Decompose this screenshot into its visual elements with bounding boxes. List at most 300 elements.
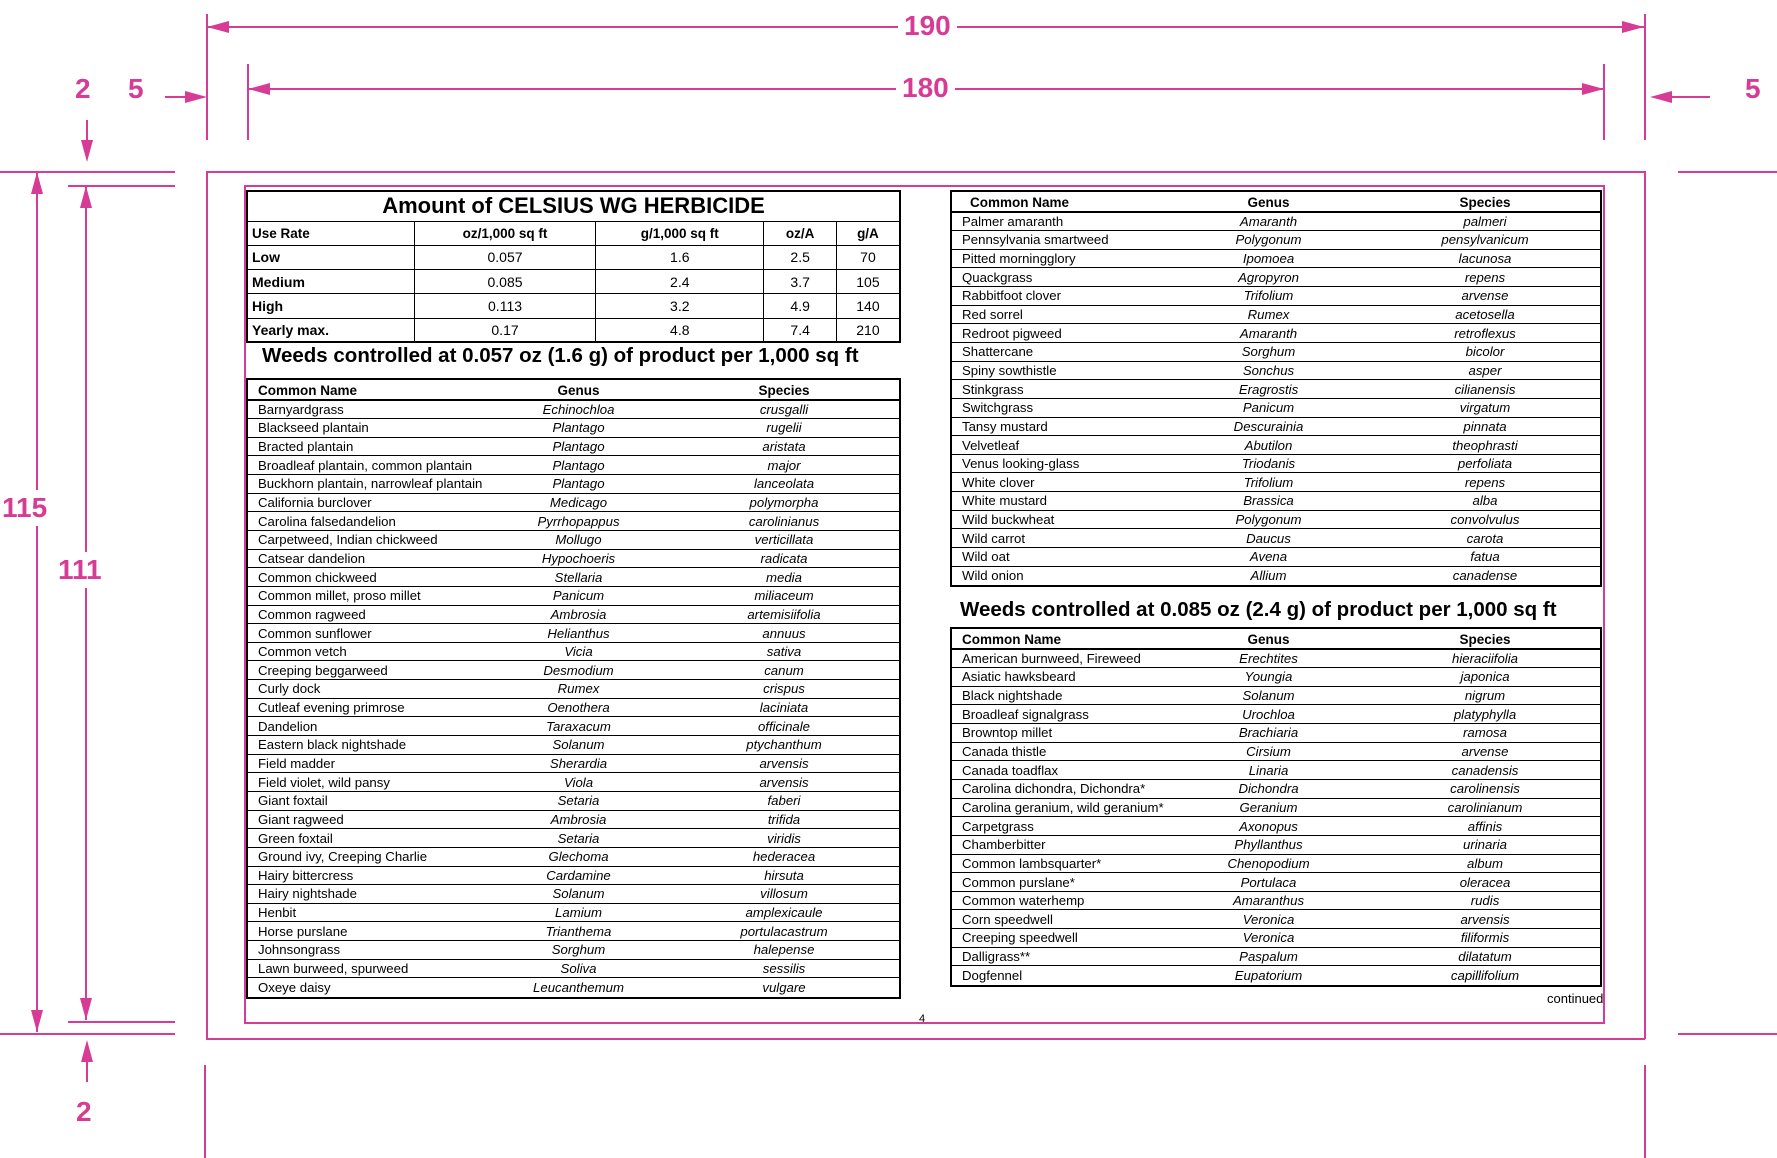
genus-cell: Plantago [488,475,669,494]
common-name-cell: Giant foxtail [248,791,488,810]
rate-table-header [247,221,900,245]
header-cell: g/1,000 sq ft [596,221,764,245]
rate-table-row [247,318,900,342]
genus-cell: Sherardia [488,754,669,773]
genus-cell: Taraxacum [488,717,669,736]
common-name-cell: Redroot pigweed [952,324,1167,343]
common-name-cell: California burclover [248,493,488,512]
genus-cell: Polygonum [1167,231,1370,250]
species-cell: virgatum [1370,398,1600,417]
genus-cell: Solanum [1167,686,1370,705]
species-cell: canum [669,661,899,680]
genus-cell: Geranium [1167,798,1370,817]
common-name-cell: Common lambsquarter* [952,854,1167,873]
outer-border-right [1644,171,1646,1039]
species-cell: arvense [1370,287,1600,306]
species-cell: japonica [1370,668,1600,687]
species-cell: hirsuta [669,866,899,885]
genus-cell: Sonchus [1167,361,1370,380]
genus-cell: Rumex [1167,305,1370,324]
genus-cell: Rumex [488,680,669,699]
table-row [248,847,899,866]
genus-cell: Sorghum [1167,342,1370,361]
common-name-cell: Curly dock [248,680,488,699]
table-row [248,493,899,512]
table-row [248,866,899,885]
table-row [248,810,899,829]
table-row [248,456,899,475]
species-cell: repens [1370,268,1600,287]
rate-value-cell: 2.4 [596,270,764,294]
common-name-cell: Carolina falsedandelion [248,512,488,531]
genus-cell: Urochloa [1167,705,1370,724]
species-cell: asper [1370,361,1600,380]
genus-cell: Hypochoeris [488,549,669,568]
species-cell: repens [1370,473,1600,492]
common-name-cell: Catsear dandelion [248,549,488,568]
common-name-cell: Common purslane* [952,873,1167,892]
dim-label-5-left: 5 [128,73,144,104]
arrow-up-icon [80,186,92,208]
table-row [248,419,899,438]
species-cell: album [1370,854,1600,873]
table-row [952,668,1600,687]
outer-border-left [206,171,208,1039]
table-row [248,624,899,643]
table-row [952,910,1600,929]
section2-heading: Weeds controlled at 0.085 oz (2.4 g) of product per 1,000 sq ft [960,598,1557,621]
genus-cell: Amaranth [1167,324,1370,343]
common-name-cell: Buckhorn plantain, narrowleaf plantain [248,475,488,494]
tick-right-inner [1603,64,1605,140]
genus-cell: Trianthema [488,922,669,941]
rate-value-cell: 4.9 [764,294,836,318]
species-cell: arvensis [1370,910,1600,929]
common-name-cell: White clover [952,473,1167,492]
genus-cell: Solanum [488,885,669,904]
genus-cell: Plantago [488,456,669,475]
common-name-cell: Canada thistle [952,742,1167,761]
genus-cell: Descurainia [1167,417,1370,436]
common-name-cell: Rabbitfoot clover [952,287,1167,306]
table-row [952,473,1600,492]
header-genus: Genus [1247,632,1290,647]
species-cell: portulacastrum [669,922,899,941]
genus-cell: Glechoma [488,847,669,866]
table-row [248,661,899,680]
rate-value-cell: 0.085 [414,270,595,294]
species-cell: acetosella [1370,305,1600,324]
genus-cell: Youngia [1167,668,1370,687]
table-header-row [952,192,1600,212]
table-header-row [952,629,1600,649]
trim-tick [1644,1065,1646,1158]
species-cell: pensylvanicum [1370,231,1600,250]
arrow-right-icon [1582,83,1604,95]
header-species: Species [758,383,810,398]
species-cell: aristata [669,437,899,456]
species-cell: convolvulus [1370,510,1600,529]
genus-cell: Trifolium [1167,287,1370,306]
arrow-down-icon [81,140,93,162]
species-cell: artemisiifolia [669,605,899,624]
genus-cell: Viola [488,773,669,792]
table-row [952,417,1600,436]
species-cell: urinaria [1370,835,1600,854]
table-row [248,400,899,419]
common-name-cell: Carolina dichondra, Dichondra* [952,779,1167,798]
species-cell: rugelii [669,419,899,438]
common-name-cell: Pitted morningglory [952,249,1167,268]
rate-table [246,190,901,343]
rate-value-cell: 0.17 [414,318,595,342]
genus-cell: Dichondra [1167,779,1370,798]
species-cell: dilatatum [1370,947,1600,966]
genus-cell: Polygonum [1167,510,1370,529]
species-cell: faberi [669,791,899,810]
species-cell: viridis [669,829,899,848]
genus-cell: Desmodium [488,661,669,680]
header-cell: Use Rate [247,221,414,245]
table-row [952,966,1600,985]
header-genus: Genus [557,383,600,398]
outer-border-bottom [206,1038,1645,1040]
common-name-cell: Cutleaf evening primrose [248,698,488,717]
genus-cell: Helianthus [488,624,669,643]
species-cell: cilianensis [1370,380,1600,399]
common-name-cell: Barnyardgrass [248,400,488,419]
species-cell: alba [1370,492,1600,511]
species-cell: lacunosa [1370,249,1600,268]
genus-cell: Plantago [488,437,669,456]
weed-table-continued [950,190,1602,587]
species-cell: arvensis [669,773,899,792]
rate-value-cell: 1.6 [596,245,764,269]
common-name-cell: Carpetgrass [952,817,1167,836]
species-cell: villosum [669,885,899,904]
species-cell: rudis [1370,891,1600,910]
genus-cell: Ipomoea [1167,249,1370,268]
arrow-down-icon [80,998,92,1020]
common-name-cell: Giant ragweed [248,810,488,829]
common-name-cell: Common waterhemp [952,891,1167,910]
table-row [952,529,1600,548]
use-rate-cell: Low [247,245,414,269]
genus-cell: Brachiaria [1167,724,1370,743]
common-name-cell: Lawn burweed, spurweed [248,959,488,978]
common-name-cell: Browntop millet [952,724,1167,743]
species-cell: sativa [669,642,899,661]
species-cell: polymorpha [669,493,899,512]
genus-cell: Daucus [1167,529,1370,548]
rate-table-row [247,294,900,318]
common-name-cell: Common vetch [248,642,488,661]
species-cell: hieraciifolia [1370,649,1600,668]
common-name-cell: Johnsongrass [248,941,488,960]
genus-cell: Linaria [1167,761,1370,780]
common-name-cell: Asiatic hawksbeard [952,668,1167,687]
table-header-row [248,380,899,400]
genus-cell: Eragrostis [1167,380,1370,399]
table-row [952,548,1600,567]
genus-cell: Soliva [488,959,669,978]
table-row [248,586,899,605]
arrow-5-right-shaft [1670,96,1710,98]
species-cell: ramosa [1370,724,1600,743]
table-row [952,454,1600,473]
common-name-cell: Red sorrel [952,305,1167,324]
table-row [952,742,1600,761]
header-cell: oz/1,000 sq ft [414,221,595,245]
table-row [248,530,899,549]
species-cell: major [669,456,899,475]
common-name-cell: Oxeye daisy [258,979,331,995]
species-cell: lanceolata [669,475,899,494]
common-name-cell: Blackseed plantain [248,419,488,438]
outer-border-top [206,171,1645,173]
common-name-cell: Stinkgrass [952,380,1167,399]
common-name-cell: Carpetweed, Indian chickweed [248,530,488,549]
common-name-cell: Dogfennel [962,967,1023,983]
use-rate-cell: Yearly max. [247,318,414,342]
table-row [952,873,1600,892]
table-row [248,736,899,755]
tick-right-outer [1644,14,1646,140]
rate-value-cell: 0.057 [414,245,595,269]
weed-table-section2 [950,627,1602,987]
table-row [952,798,1600,817]
table-row [952,649,1600,668]
rate-table-row [247,270,900,294]
genus-cell: Pyrrhopappus [488,512,669,531]
header-cell: oz/A [764,221,836,245]
table-row [248,829,899,848]
species-cell: palmeri [1370,212,1600,231]
genus-cell: Oenothera [488,698,669,717]
common-name-cell: Wild carrot [952,529,1167,548]
table-row [952,705,1600,724]
dim-label-111: 111 [58,552,102,588]
species-cell: capillifolium [1450,967,1520,983]
common-name-cell: Broadleaf signalgrass [952,705,1167,724]
genus-cell: Erechtites [1167,649,1370,668]
genus-cell: Agropyron [1167,268,1370,287]
common-name-cell: Common ragweed [248,605,488,624]
common-name-cell: Common sunflower [248,624,488,643]
common-name-cell: Bracted plantain [248,437,488,456]
table-row [952,398,1600,417]
common-name-cell: Black nightshade [952,686,1167,705]
genus-cell: Lamium [488,903,669,922]
common-name-cell: Common chickweed [248,568,488,587]
use-rate-cell: Medium [247,270,414,294]
table-row [952,817,1600,836]
genus-cell: Veronica [1167,910,1370,929]
common-name-cell: Carolina geranium, wild geranium* [952,798,1167,817]
common-name-cell: Wild onion [962,568,1024,584]
genus-cell: Sorghum [488,941,669,960]
common-name-cell: Velvetleaf [952,436,1167,455]
arrow-right-icon [185,91,207,103]
table-row [952,342,1600,361]
common-name-cell: Horse purslane [248,922,488,941]
common-name-cell: Creeping speedwell [952,929,1167,948]
section1-heading: Weeds controlled at 0.057 oz (1.6 g) of product per 1,000 sq ft [262,344,859,367]
species-cell: carolinianus [669,512,899,531]
genus-cell: Brassica [1167,492,1370,511]
species-cell: carolinensis [1370,779,1600,798]
common-name-cell: White mustard [952,492,1167,511]
arrow-up-icon [81,1040,93,1062]
inner-border-top [244,185,1605,187]
genus-cell: Plantago [488,419,669,438]
arrow-right-icon [1622,21,1644,33]
rate-value-cell: 4.8 [596,318,764,342]
species-cell: crusgalli [669,400,899,419]
common-name-cell: Venus looking-glass [952,454,1167,473]
common-name-cell: Chamberbitter [952,835,1167,854]
arrow-left-icon [207,21,229,33]
rate-value-cell: 0.113 [414,294,595,318]
species-cell: miliaceum [669,586,899,605]
table-row [248,754,899,773]
header-species: Species [1459,195,1511,210]
rate-value-cell: 2.5 [764,245,836,269]
inner-border-right [1603,185,1605,1023]
arrow-2-top-shaft [86,120,88,140]
species-cell: perfoliata [1370,454,1600,473]
table-row [952,287,1600,306]
table-row [248,959,899,978]
table-row [248,773,899,792]
genus-cell: Mollugo [488,530,669,549]
common-name-cell: Switchgrass [952,398,1167,417]
table-row [952,854,1600,873]
common-name-cell: Dandelion [248,717,488,736]
table-row [952,566,1600,585]
tick-left-outer [206,14,208,140]
arrow-up-icon [31,172,43,194]
table-row [952,686,1600,705]
table-row [952,724,1600,743]
rate-value-cell: 3.7 [764,270,836,294]
header-common-name: Common Name [258,383,358,398]
genus-cell: Cardamine [488,866,669,885]
dim-line-115 [36,172,38,1032]
genus-cell: Leucanthemum [533,979,624,995]
table-row [248,903,899,922]
dim-line-111 [85,186,87,1020]
common-name-cell: Tansy mustard [952,417,1167,436]
rate-value-cell: 140 [836,294,900,318]
species-cell: platyphylla [1370,705,1600,724]
genus-cell: Portulaca [1167,873,1370,892]
genus-cell: Ambrosia [488,605,669,624]
genus-cell: Stellaria [488,568,669,587]
common-name-cell: Spiny sowthistle [952,361,1167,380]
table-row [248,437,899,456]
dim-label-190: 190 [898,12,957,40]
species-cell: canadense [1452,568,1518,584]
genus-cell: Veronica [1167,929,1370,948]
species-cell: laciniata [669,698,899,717]
table-row [248,922,899,941]
common-name-cell: Wild oat [952,548,1167,567]
table-row [952,510,1600,529]
species-cell: arvense [1370,742,1600,761]
header-common-name: Common Name [970,195,1070,210]
table-row [248,605,899,624]
trim-tick [1678,171,1777,173]
table-row [952,492,1600,511]
common-name-cell: Shattercane [952,342,1167,361]
species-cell: crispus [669,680,899,699]
common-name-cell: Hairy bittercress [248,866,488,885]
dim-label-180: 180 [896,74,955,102]
genus-cell: Avena [1167,548,1370,567]
genus-cell: Cirsium [1167,742,1370,761]
species-cell: oleracea [1370,873,1600,892]
species-cell: annuus [669,624,899,643]
common-name-cell: American burnweed, Fireweed [952,649,1167,668]
common-name-cell: Eastern black nightshade [248,736,488,755]
table-row [248,941,899,960]
continued-label: continued [1547,991,1604,1006]
common-name-cell: Common millet, proso millet [248,586,488,605]
table-row [248,791,899,810]
table-row [952,268,1600,287]
rate-value-cell: 3.2 [596,294,764,318]
genus-cell: Axonopus [1167,817,1370,836]
table-row [952,324,1600,343]
arrow-2-bottom-shaft [86,1062,88,1082]
table-row [248,475,899,494]
common-name-cell: Field violet, wild pansy [248,773,488,792]
table-row [952,835,1600,854]
trim-tick [204,1065,206,1158]
common-name-cell: Quackgrass [952,268,1167,287]
table-row [952,891,1600,910]
table-row [952,231,1600,250]
genus-cell: Phyllanthus [1167,835,1370,854]
species-cell: nigrum [1370,686,1600,705]
table-row [248,680,899,699]
header-cell: g/A [836,221,900,245]
species-cell: trifida [669,810,899,829]
table-row [248,549,899,568]
common-name-cell: Palmer amaranth [952,212,1167,231]
species-cell: retroflexus [1370,324,1600,343]
genus-cell: Panicum [1167,398,1370,417]
species-cell: radicata [669,549,899,568]
table-row [952,212,1600,231]
common-name-cell: Corn speedwell [952,910,1167,929]
use-rate-cell: High [247,294,414,318]
species-cell: theophrasti [1370,436,1600,455]
genus-cell: Eupatorium [1234,967,1303,983]
genus-cell: Medicago [488,493,669,512]
common-name-cell: Henbit [248,903,488,922]
rate-value-cell: 105 [836,270,900,294]
table-row [248,978,899,997]
table-row [248,512,899,531]
species-cell: media [669,568,899,587]
species-cell: pinnata [1370,417,1600,436]
dim-label-2-top: 2 [75,73,91,104]
arrow-down-icon [31,1010,43,1032]
common-name-cell: Broadleaf plantain, common plantain [248,456,488,475]
rate-value-cell: 7.4 [764,318,836,342]
